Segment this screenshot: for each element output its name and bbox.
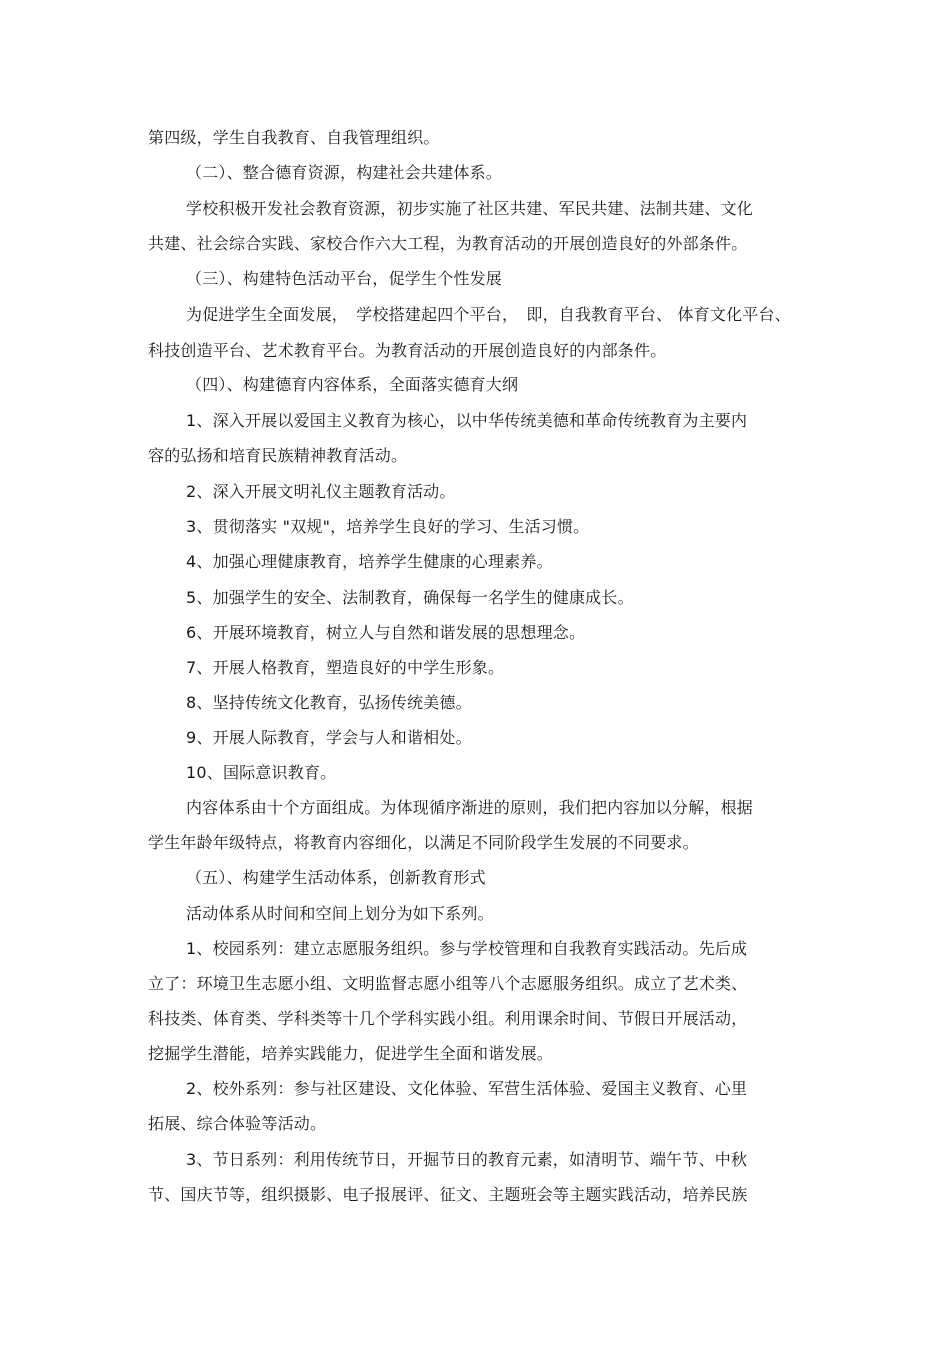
list-item-continuation: 科技类、体育类、学科类等十几个学科实践小组。利用课余时间、节假日开展活动， bbox=[148, 1009, 748, 1028]
list-item: 2、深入开展文明礼仪主题教育活动。 bbox=[186, 482, 456, 501]
list-item: 9、开展人际教育，学会与人和谐相处。 bbox=[186, 728, 472, 747]
paragraph-line: 内容体系由十个方面组成。为体现循序渐进的原则，我们把内容加以分解，根据 bbox=[186, 798, 754, 817]
paragraph-line: 科技创造平台、艺术教育平台。为教育活动的开展创造良好的内部条件。 bbox=[148, 341, 667, 360]
section-heading: （三）、构建特色活动平台，促学生个性发展 bbox=[186, 269, 503, 288]
section-heading: （五）、构建学生活动体系，创新教育形式 bbox=[186, 868, 486, 887]
list-item: 4、加强心理健康教育，培养学生健康的心理素养。 bbox=[186, 552, 553, 571]
list-item: 6、开展环境教育，树立人与自然和谐发展的思想理念。 bbox=[186, 623, 586, 642]
list-item: 1、深入开展以爱国主义教育为核心，以中华传统美德和革命传统教育为主要内 bbox=[186, 411, 748, 430]
paragraph-line: 学校积极开发社会教育资源，初步实施了社区共建、军民共建、法制共建、文化 bbox=[186, 199, 754, 218]
list-item: 3、贯彻落实 "双规"，培养学生良好的学习、生活习惯。 bbox=[186, 517, 590, 536]
list-item: 2、校外系列：参与社区建设、文化体验、军营生活体验、爱国主义教育、心里 bbox=[186, 1079, 748, 1098]
list-item: 7、开展人格教育，塑造良好的中学生形象。 bbox=[186, 658, 505, 677]
list-item: 3、节日系列：利用传统节日，开掘节日的教育元素，如清明节、端午节、中秋 bbox=[186, 1150, 748, 1169]
list-item: 1、校园系列：建立志愿服务组织。参与学校管理和自我教育实践活动。先后成 bbox=[186, 939, 748, 958]
paragraph-line: 活动体系从时间和空间上划分为如下系列。 bbox=[186, 904, 494, 923]
section-heading: （四）、构建德育内容体系，全面落实德育大纲 bbox=[186, 375, 519, 394]
list-item-continuation: 拓展、综合体验等活动。 bbox=[148, 1114, 327, 1133]
list-item: 8、坚持传统文化教育，弘扬传统美德。 bbox=[186, 693, 472, 712]
paragraph-line: 为促进学生全面发展， 学校搭建起四个平台， 即，自我教育平台、 体育文化平台、 bbox=[186, 305, 791, 324]
list-item-continuation: 容的弘扬和培育民族精神教育活动。 bbox=[148, 446, 408, 465]
paragraph-line: 第四级，学生自我教育、自我管理组织。 bbox=[148, 128, 440, 147]
list-item: 10、国际意识教育。 bbox=[186, 763, 337, 782]
list-item: 5、加强学生的安全、法制教育，确保每一名学生的健康成长。 bbox=[186, 588, 634, 607]
paragraph-line: 学生年龄年级特点，将教育内容细化，以满足不同阶段学生发展的不同要求。 bbox=[148, 833, 699, 852]
paragraph-line: 共建、社会综合实践、家校合作六大工程，为教育活动的开展创造良好的外部条件。 bbox=[148, 234, 748, 253]
list-item-continuation: 立了：环境卫生志愿小组、文明监督志愿小组等八个志愿服务组织。成立了艺术类、 bbox=[148, 974, 748, 993]
section-heading: （二）、整合德育资源，构建社会共建体系。 bbox=[186, 163, 503, 182]
list-item-continuation: 挖掘学生潜能，培养实践能力，促进学生全面和谐发展。 bbox=[148, 1044, 554, 1063]
list-item-continuation: 节、国庆节等，组织摄影、电子报展评、征文、主题班会等主题实践活动，培养民族 bbox=[148, 1185, 748, 1204]
